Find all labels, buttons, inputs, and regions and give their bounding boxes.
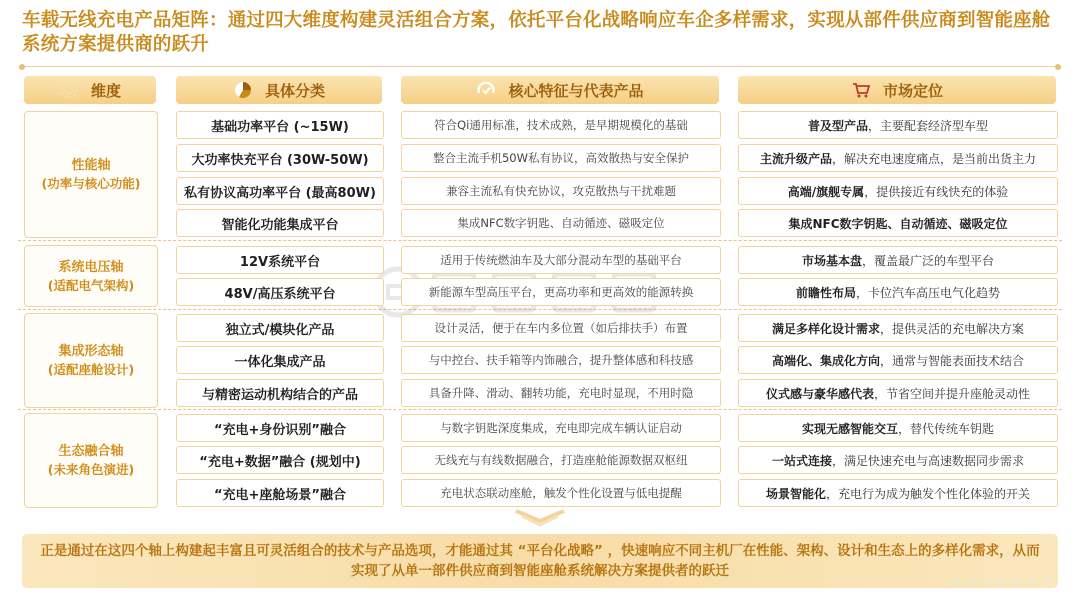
feature-cell: 与数字钥匙深度集成，充电即完成车辆认证启动: [401, 414, 721, 442]
gauge-check-icon: [476, 80, 496, 100]
axis-subtitle: (功率与核心功能): [41, 176, 141, 191]
market-cell: [738, 209, 1058, 237]
market-text: ，充电行为成为触发个性化体验的开关: [826, 486, 1031, 501]
category-cell: 基础功率平台 (~15W): [176, 111, 384, 139]
axis-title: 生态融合轴: [58, 444, 124, 459]
market-text: ，替代传统车钥匙: [898, 421, 995, 436]
section-divider: [18, 240, 1062, 241]
market-highlight: 满足多样化设计需求: [771, 321, 880, 336]
header-dimension: [24, 76, 156, 104]
market-cell: [738, 346, 1058, 374]
market-text: ，通常与智能表面技术结合: [880, 353, 1025, 368]
feature-cell: 整合主流手机50W私有协议，高效散热与安全保护: [401, 144, 721, 172]
market-highlight: 前瞻性布局: [795, 285, 856, 300]
market-cell: [738, 479, 1058, 507]
feature-cell: 集成NFC数字钥匙、自动循迹、磁吸定位: [401, 209, 721, 237]
category-cell: 与精密运动机构结合的产品: [176, 379, 384, 407]
feature-cell: 符合Qi通用标准，技术成熟，是早期规模化的基础: [401, 111, 721, 139]
header-category: [176, 76, 382, 104]
market-highlight: 仪式感与豪华感代表: [765, 386, 874, 401]
section-divider: [18, 409, 1062, 410]
pie-chart-icon: [233, 80, 253, 100]
market-highlight: 实现无感智能交互: [801, 421, 898, 436]
axis-title: 系统电压轴: [58, 259, 124, 275]
category-cell: 一体化集成产品: [176, 346, 384, 374]
category-cell: 私有协议高功率平台 (最高80W): [176, 177, 384, 205]
market-highlight: 高端化、集成化方向: [771, 353, 880, 368]
market-text: ，主要配套经济型车型: [868, 118, 989, 133]
category-cell: “充电+身份识别”融合: [176, 414, 384, 442]
market-text: 集成NFC数字钥匙、自动循迹、磁吸定位: [788, 216, 1008, 231]
market-highlight: 市场基本盘: [801, 253, 862, 268]
market-text: ，节省空间并提升座舱灵动性: [874, 386, 1031, 401]
settings-gear-icon: [59, 80, 79, 100]
conclusion-text: 正是通过在这四个轴上构建起丰富且可灵活组合的技术与产品选项，才能通过其 “平台化战略” ，快速响应不同主机厂在性能、架构、设计和生态上的多样化需求，从而实现了从单一部件供应商到智能座舱系统解决方案提供者的跃迁: [40, 543, 1040, 579]
feature-cell: 无线充与有线数据融合，打造座舱能源数据双枢纽: [401, 446, 721, 474]
category-cell: “充电+座舱场景”融合: [176, 479, 384, 507]
category-cell: 48V/高压系统平台: [176, 278, 384, 306]
market-cell: [738, 246, 1058, 274]
category-cell: 大功率快充平台 (30W-50W): [176, 144, 384, 172]
market-highlight: 普及型产品: [807, 118, 868, 133]
market-text: ，覆盖最广泛的车型平台: [862, 253, 995, 268]
category-cell: 智能化功能集成平台: [176, 209, 384, 237]
feature-cell: 充电状态联动座舱，触发个性化设置与低电提醒: [401, 479, 721, 507]
category-cell: 独立式/模块化产品: [176, 314, 384, 342]
feature-cell: 新能源车型高压平台，更高功率和更高效的能源转换: [401, 278, 721, 306]
feature-cell: 设计灵活，便于在车内多位置（如后排扶手）布置: [401, 314, 721, 342]
market-highlight: 一站式连接: [771, 453, 832, 468]
decorative-dots: [952, 576, 1062, 586]
market-text: ，提供灵活的充电解决方案: [880, 321, 1025, 336]
page-title: 车载无线充电产品矩阵：通过四大维度构建灵活组合方案，依托平台化战略响应车企多样需求，实现从部件供应商到智能座舱系统方案提供商的跃升: [22, 10, 1051, 55]
header-category-label: 具体分类: [264, 81, 325, 100]
axis-integration: [24, 313, 158, 408]
shopping-cart-icon: [851, 80, 871, 100]
divider-dot: [19, 64, 25, 70]
market-text: ，满足快速充电与高速数据同步需求: [832, 453, 1025, 468]
market-cell: [738, 446, 1058, 474]
header-features: [401, 76, 719, 104]
market-text: ，提供接近有线快充的体验: [864, 184, 1009, 199]
category-cell: 12V系统平台: [176, 246, 384, 274]
market-highlight: 主流升级产品: [759, 151, 832, 166]
market-cell: [738, 144, 1058, 172]
header-market-label: 市场定位: [882, 81, 943, 100]
market-cell: [738, 314, 1058, 342]
axis-ecosystem: [24, 413, 158, 508]
header-divider: [22, 66, 1058, 67]
market-highlight: 高端/旗舰专属: [787, 184, 865, 199]
market-highlight: 场景智能化: [765, 486, 826, 501]
header-features-label: 核心特征与代表产品: [508, 81, 644, 100]
header-market: [738, 76, 1056, 104]
axis-performance: [24, 111, 158, 238]
section-divider: [18, 309, 1062, 310]
feature-cell: 兼容主流私有快充协议，攻克散热与干扰难题: [401, 177, 721, 205]
category-cell: “充电+数据”融合 (规划中): [176, 446, 384, 474]
axis-subtitle: (适配电气架构): [47, 277, 135, 293]
feature-cell: 与中控台、扶手箱等内饰融合，提升整体感和科技感: [401, 346, 721, 374]
market-cell: [738, 379, 1058, 407]
axis-title: 性能轴: [71, 158, 111, 173]
feature-cell: 具备升降、滑动、翻转功能，充电时显现，不用时隐: [401, 379, 721, 407]
axis-subtitle: (适配座舱设计): [47, 362, 135, 377]
market-cell: [738, 177, 1058, 205]
conclusion-banner: [22, 534, 1058, 588]
market-text: ，卡位汽车高压电气化趋势: [856, 285, 1001, 300]
divider-dot: [1055, 64, 1061, 70]
feature-cell: 适用于传统燃油车及大部分混动车型的基础平台: [401, 246, 721, 274]
axis-voltage: [24, 245, 158, 307]
market-cell: [738, 278, 1058, 306]
market-cell: [738, 111, 1058, 139]
market-cell: [738, 414, 1058, 442]
header-dimension-label: 维度: [90, 81, 121, 100]
chevron-down-icon: [512, 508, 568, 530]
market-text: ，解决充电速度痛点，是当前出货主力: [832, 151, 1037, 166]
axis-subtitle: (未来角色演进): [47, 462, 135, 477]
axis-title: 集成形态轴: [58, 344, 124, 359]
